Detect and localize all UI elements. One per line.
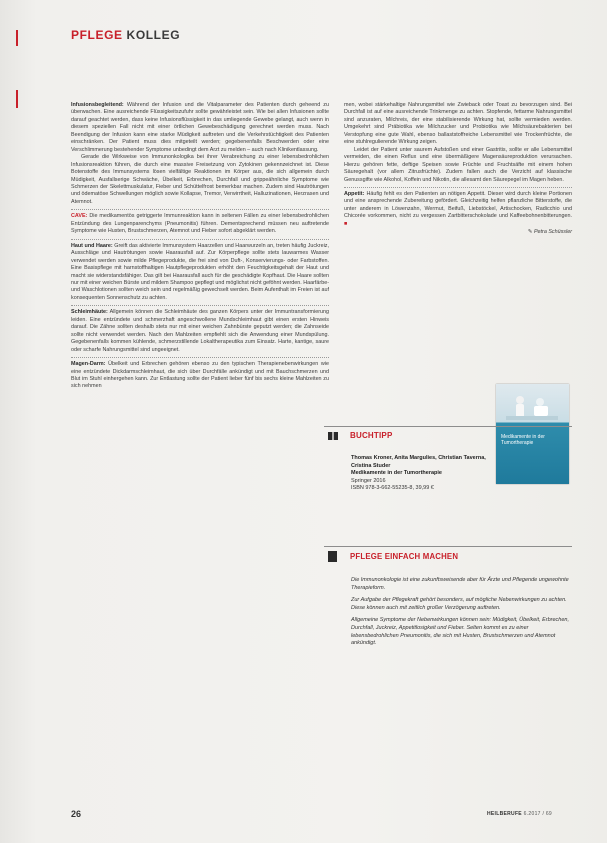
divider <box>324 426 572 427</box>
book-cover <box>496 384 569 484</box>
magazine-name: HEILBERUFE <box>487 811 522 817</box>
buchtipp-body <box>351 455 501 493</box>
paragraph <box>71 213 329 235</box>
author-name: Petra Schüssler <box>533 229 572 236</box>
paragraph <box>71 243 329 303</box>
paragraph <box>71 361 329 391</box>
paragraph-label: Appetit: <box>344 190 365 197</box>
paragraph: Die Immunonkologie ist eine zukunftsweisende aber für Ärzte und Pflegende ungewohnte Therapieform. <box>351 577 569 591</box>
divider <box>71 305 329 306</box>
book-title: Medikamente in der Tumortherapie <box>351 470 442 476</box>
cover-illustration <box>506 392 558 420</box>
paragraph <box>71 154 329 206</box>
paragraph-text: Während der Infusion und die Vitalparameter des Patienten durch geheend zu überwachen. Eine ausreichende Flüssigkeitszufuhr sollte gewährleistet sein. Wie bei allen Infusionen sollte darauf geachtet werden, dass keine Infusionsflüssigkeit in das umliegende Gewebe gelangt, auch wenn in diesem speziellen Fall nicht mit einer örtlichen Gewebeschädigung gerechnet werden muss. Nach Beendigung der Infusion kann eine starke Müdigkeit auftreten und die Verkehrstüchtigkeit des Patienten einschränken. Der Patient muss dies mitgeteilt werden; gegebenenfalls Beschwerden oder eine Verschlimmerung bestehender Symptome unbedingt dem Arzt zu melden – auch nach Klinikentlassung. <box>71 102 329 153</box>
paragraph-text: Gerade die Wirkweise von Immunonkologika bei ihrer Verabreichung zu einer lebensbedrohlichen Infusionsreaktion führen, die durch eine massive Freisetzung von Zytokinen gekennzeichnet ist. Diese Botenstoffe des Immunsystems lösen vielfältige Reaktionen im Körper aus, die sich allgemein durch Müdigkeit, Ausfallserige Schwäche, Übelkeit, Erbrechen, Durchfall und grippeähnliche Symptome wie Schmerzen der Skelettmuskulatur, Fieber und Schüttelfrost bemerkbar machen. Zudem sind Hautrötungen und ödematöse Schwellungen möglich sowie Kollapse, Tremor, Verwirrtheit, Halluzinationen, Herzrasen und Atemnot. <box>71 154 329 205</box>
paragraph-label: Infusionsbegleitend: <box>71 102 124 108</box>
divider <box>71 357 329 358</box>
paragraph-label: Haut und Haare: <box>71 242 113 249</box>
pflege-box-heading: PFLEGE EINFACH MACHEN <box>350 552 459 561</box>
author-line <box>344 229 572 236</box>
paragraph-text: Übelkeit und Erbrechen gehören ebenso zu den typischen Therapienebenwirkungen wie eine entzündete Dickdarmschleimhaut, die sich über Durchfälle ankündigt und mit Bauchschmerzen und Blut im Stuhl einhergehen kann. Zur Entlastung sollte der Patient lieber fünf bis sechs kleine Mahlzeiten zu sich nehmen <box>71 361 330 390</box>
book-publisher: Springer 2016 <box>351 477 386 484</box>
cave-label: CAVE: <box>71 213 88 220</box>
square-bullet-icon <box>328 551 337 562</box>
section-header <box>71 28 180 42</box>
paragraph <box>71 309 329 354</box>
buchtipp-heading: BUCHTIPP <box>350 431 393 440</box>
paragraph-text: Allgemein können die Schleimhäute des ganzen Körpers unter der Immuntransformierung leiden. Eine entzündete und schmerzhaft angeschwollene Mundschleimhaut gibt einen ersten Hinweis darauf. Die Zähne sollten deshalb stets nur mit einer weichen Zahnbürste geputzt werden; die Zahnseide sollte nicht verwendet werden. Nach den Mahlzeiten empfiehlt sich die Anwendung einer Mundspülung. Gegebenenfalls kommen kühlende, schmerzstillende Lokaltherapeutika zum Einsatz. Harte, kantige, saure oder scharfe Nahrungsmittel sind ungeeignet. <box>71 309 330 353</box>
paragraph-text: Häufig fehlt es den Patienten an nötigen Appetit. Dieser wird durch kleine Portionen und eine ansprechende Zubereitung gefördert. Gleichzeitig helfen pflanzliche Bitterstoffe, die unter anderem in Löwenzahn, Wermut, Beifuß, Liebstöckel, Artischocken, Radicchio und Chicorée vorkommen, nicht zu vergessen Zartbitterschokolade und Kaffeebohnenbitterungen. <box>344 190 573 220</box>
margin-mark <box>16 90 18 108</box>
paragraph-text: Greift das aktivierte Immunsystem Haarzellen und Haarwurzeln an, treten häufig Juckreiz, Ausschläge und Hautrötungen sowie Haarausfall auf. Zur Körperpflege sollte stets lauwarmes Wasser verwendet werden sowie milde Pflegeprodukte, die frei sind von Duft-, Konservierungs- oder Farbstoffen. Eine Basispflege mit harnstoffhaltigen Hautpflegeprodukten erhöht den Feuchtigkeitsgehalt der Haut und macht sie widerstandsfähiger. Das gilt bei Haarausfall auch für die geschädigte Kopfhaut. Die Haare sollten nur mit einer weichen Bürste und mildem Shampoo gepflegt und möglichst nicht geföhnt werden. Haarfärbe- und Waschlotionen sollten weich sein und regelmäßig gewechselt werden. Beim Aufenthalt im Freien ist auf konsequenten Sonnenschutz zu achten. <box>71 242 329 301</box>
left-column <box>71 102 329 391</box>
book-isbn: ISBN 978-3-662-55235-8, 39,99 € <box>351 485 434 491</box>
divider <box>324 546 572 547</box>
footer-magazine <box>487 811 552 817</box>
divider <box>71 209 329 210</box>
section-name-red: PFLEGE <box>71 28 123 42</box>
pen-icon: ✎ <box>527 229 533 236</box>
paragraph: Zur Aufgabe der Pflegekraft gehört besonders, auf mögliche Nebenwirkungen zu achten. Diese können auch mit zeitlich großer Verzögerung auftreten. <box>351 597 567 611</box>
page-number: 26 <box>71 809 82 819</box>
margin-mark <box>16 30 18 46</box>
divider <box>71 239 329 240</box>
section-name-dark: KOLLEG <box>126 28 181 42</box>
paragraph-text: Die medikamentös getriggerte Immunreaktion kann in seltenen Fällen zu einer lebensbedrohlichen Entzündung des Lungenparenchyms (Pneumonitis) führen. Dementsprechend müssen neu auftretende Symptome wie Husten, Brustschmerzen, Atemnot und Fieber sofort abgeklärt werden. <box>71 213 330 235</box>
issue-label: 6.2017 / 69 <box>523 811 552 817</box>
right-column <box>344 102 572 237</box>
end-mark: ■ <box>344 220 348 227</box>
paragraph <box>344 102 572 147</box>
cover-title: Medikamente in der Tumortherapie <box>501 434 545 446</box>
paragraph: Allgemeine Symptome der Nebenwirkungen können sein: Müdigkeit, Übelkeit, Erbrechen, Durchfall, Juckreiz, Appetitlosigkeit und Fieber. Selten kommt es zu einer lebensbedrohlichen Pneumonitis, die sich mit Husten, Brustschmerzen und Atemnot ankündigt. <box>351 617 569 647</box>
paragraph <box>71 102 329 154</box>
pflege-box-body <box>351 577 573 653</box>
paragraph <box>344 191 572 228</box>
book-icon <box>328 431 338 441</box>
divider <box>344 187 572 188</box>
paragraph <box>344 147 572 184</box>
book-authors: Thomas Kroner, Anita Margulies, Christian Taverna, Cristina Studer <box>351 455 486 469</box>
paragraph-text: Leidet der Patient unter saurem Aufstoßen und einer Gastritis, sollte er alle Lebensmittel vermeiden, die einen Reflux und eine übermäßigere Magensäureproduktion verursachen. Hierzu gehören fette, deftige Speisen sowie Früchte und Fruchtsäfte mit einem hohen Säuregehalt (vor allem Zitrusfrüchte). Zudem fallen auch die Verzicht auf klassische Genussgifte wie Alkohol, Koffein und Nikotin, die allesamt den Säurepegel im Magen heben. <box>344 146 572 183</box>
paragraph-text: men, wobei stärkehaltige Nahrungsmittel wie Zwieback oder Toast zu bevorzugen sind. Bei Durchfall ist auf eine ausreichende Trinkmenge zu achten. Stopfende, fettarme Nahrungsmittel sind anzuraten, Milchreis, der eine stabilisierende Wirkung hat, sollte vermieden werden. Umgekehrt sind Präbiotika wie Milchzucker und Probiotika wie Milchsäurebakterien bei Verstopfung eine gute Wahl, ebenso ballaststoffreiche Lebensmittel wie Trockenfrüchte, die eine stuhlregulierende Wirkung zeigen. <box>344 102 572 146</box>
paragraph-label: Magen-Darm: <box>71 361 106 368</box>
paragraph-label: Schleimhäute: <box>71 309 108 316</box>
